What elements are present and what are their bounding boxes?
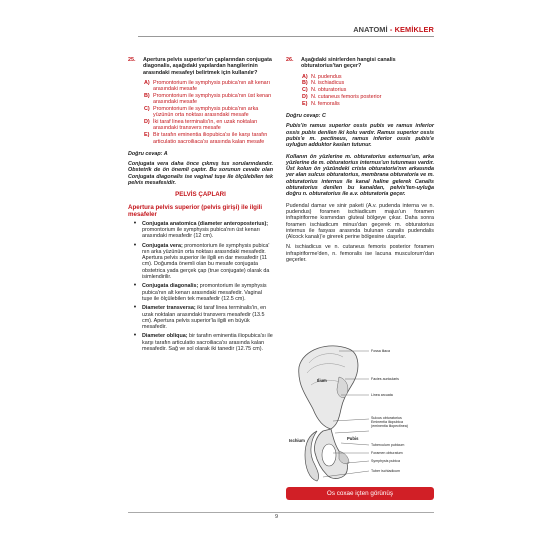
option-letter: B)	[302, 80, 308, 87]
body-paragraph: N. ischiadicus ve n. cutaneus femoris posterior foramen infrapiriforme'den, n. femoralis ise lacuna musculorum'dan geçerler.	[286, 244, 434, 264]
answer-26: Doğru cevap: C	[286, 113, 326, 120]
question-26	[286, 57, 434, 70]
label-tuberculum-pubicum: Tuberculum pubicum	[371, 443, 405, 447]
question-text: Aşağıdaki sinirlerden hangisi canalis obturatorius'tan geçer?	[301, 57, 396, 70]
label-pubis: Pubis	[347, 436, 359, 441]
option-text: Promontorium ile symphysis pubica'nın üst kenarı arasındaki mesafe	[153, 92, 272, 106]
option-text: N. pudendus	[311, 73, 342, 80]
section-title: PELVİS ÇAPLARI	[175, 191, 226, 199]
header-separator: -	[387, 25, 395, 34]
bullet-item	[128, 333, 273, 352]
bullet-text: promontorium ile symphysis pubica'nın üst kenarı arasındaki mesafedir (12 cm).	[142, 226, 260, 240]
page-number: 9	[275, 514, 279, 520]
bullet-dot: •	[133, 282, 137, 290]
header-topic: KEMİKLER	[394, 25, 434, 34]
bullet-term: Diameter transversa;	[142, 305, 196, 312]
header-title	[353, 25, 434, 34]
question-25-options	[144, 80, 273, 145]
bullet-dot: •	[133, 304, 137, 312]
option-letter: D)	[302, 93, 308, 100]
option-text: N. ischiadicus	[311, 80, 345, 87]
bullet-term: Diameter obliqua;	[142, 333, 188, 340]
page-header	[138, 26, 434, 36]
explanation-paragraph: Kollanın ön yüzlerine m. obturatorius externus'un, arka yüzlerine de m. obturatorius internus'un tutunması vardır. Üst kolun ön yüzündeki crista obturatoria'nın arkasında yer alan sulcus obturatorius, membrana obturatoria ve m. obturatorius internus ile kanal haline gelerek Canalis obturatorius denilen bu kanaldan, pelvis'ten-uyluğa doğru n. obturatorius ile a.v. obturatoria geçer.	[286, 153, 434, 198]
footer-rule	[128, 512, 434, 513]
bullet-term: Conjugata vera;	[142, 242, 183, 249]
option-letter: A)	[144, 79, 150, 86]
question-25	[128, 57, 273, 76]
label-ischium: Ischium	[289, 438, 305, 443]
option-b	[144, 93, 273, 106]
option-letter: C)	[144, 106, 150, 113]
label-tuber-ischiadicum: Tuber ischiadicum	[371, 469, 401, 473]
option-text: İki taraf linea terminalis'in, en uzak noktaları arasındaki transvers mesafe	[153, 119, 258, 132]
bullet-dot: •	[133, 241, 137, 249]
option-letter: E)	[144, 132, 150, 139]
option-e	[302, 101, 434, 107]
bullet-text: bir tarafın eminentia iliopubica'sı ile karşı tarafın articulatio sacroiliaca'sı arasında kalan mesafedir. Sağ ve sol olarak iki tanedir (12.75 cm).	[142, 333, 273, 352]
bullet-text: iki taraf linea terminalis'in, en uzak noktaları arasındaki transvers mesafedir (13.5 cm). Apertura pelvis superior'la ilgili en büyük mesafedir.	[142, 305, 267, 331]
option-text: N. femoralis	[311, 100, 340, 107]
option-letter: A)	[302, 73, 308, 80]
bullet-text: promontorium ile symphysis pubica'nın alt kenarı arasındaki mesafedir. Vaginal tuşe ile ölçülebilen tek mesafedir (12.5 cm).	[142, 283, 267, 302]
label-eminentia-iliopectinea: (eminentia iliopectinea)	[371, 424, 408, 428]
bullet-term: Conjugata anatomica (diameter anteroposterius);	[142, 220, 269, 227]
option-d	[144, 119, 273, 132]
label-linea-arcuata: Linea arcuata	[371, 393, 393, 397]
body-paragraph: Pudendal damar ve sinir paketi (A.v. pudenda interna ve n. pudendus) foramen ischiadicum majus'un foramen infrapiriforme kısmından gluteal bölgeye çıkar. Daha sonra foramen ischiadicum minus'dan geçerek m. obturatorius internus ile fasyası arasında bulunan canalis pudendalis (Alcock kanalı)'e girerek perine bölgesine ulaşırlar.	[286, 202, 434, 241]
option-text: N. obturatorius	[311, 87, 347, 94]
option-b	[302, 80, 434, 86]
bullet-text: promontorium ile symphysis pubica' nın arka yüzünün orta noktası arasındaki mesafedir. Apertura pelvis superior ile ilgili en dar mesafedir (11 cm). Doğumda önemli olan bu mesafe conjugata obstetrica yada gerçek çap (true conjugate) olarak da isimlendirilir.	[142, 242, 270, 281]
bullet-item	[128, 283, 273, 302]
option-c	[144, 106, 273, 119]
label-facies-auricularis: Facies auricularis	[371, 377, 399, 381]
label-symphysis-pubica: Symphysis pubica	[371, 459, 400, 463]
header-rule	[138, 36, 434, 37]
figure-caption: Os coxae içten görünüş	[286, 487, 434, 500]
answer-25: Doğru cevap: A	[128, 150, 168, 157]
option-d	[302, 94, 434, 100]
explanation-note: Conjugata vera daha önce çıkmış tus sorularındandır. Obstetrik de ön önemli çaptır. Bu sorunun cevabı olan Conjugata diagonalis ise vaginal tuşe ile ölçülebilen tek pelvis mesafesidir.	[128, 161, 273, 187]
option-a	[302, 74, 434, 80]
bullet-item	[128, 221, 273, 240]
option-letter: D)	[144, 119, 150, 126]
right-column	[286, 57, 434, 267]
os-coxae-figure	[287, 339, 432, 485]
option-e	[144, 132, 273, 145]
question-text: Apertura pelvis superior'un çaplarından conjugata diagonalis, aşağıdaki yapılardan hangilerinin arasındaki mesafeyi belirtmek için kullanılır?	[143, 57, 272, 76]
bone-illustration	[287, 339, 432, 485]
option-text: Bir tarafın eminentia iliopubica'sı ile karşı tarafın articulatio sacroiliaca'sı arasında kalan mesafe	[153, 132, 268, 145]
option-text: Promontorium ile symphysis pubica'nın alt kenarı arasındaki mesafe	[153, 79, 270, 93]
left-column	[128, 57, 273, 355]
question-26-options	[302, 74, 434, 107]
explanation-paragraph: Pubis'in ramus superior ossis pubis ve ramus inferior ossis pubis denilen iki kolu vardır. Ramus superior ossis pubis'e m. pectineus, ramus inferior ossis pubis'e uyluğun adduktor kasları tutunur.	[286, 123, 434, 149]
bullet-item	[128, 305, 273, 330]
option-letter: E)	[302, 100, 308, 107]
bullet-dot: •	[133, 332, 137, 340]
header-subject: ANATOMİ	[353, 25, 388, 34]
label-ilium: Ilium	[317, 378, 327, 383]
label-eminentia-iliopubica: Eminentia iliopubica	[371, 420, 403, 424]
option-c	[302, 87, 434, 93]
option-text: N. cutaneus femoris posterior	[311, 93, 382, 100]
option-a	[144, 80, 273, 93]
question-number: 25.	[128, 57, 136, 63]
bullet-item	[128, 243, 273, 281]
bullet-dot: •	[133, 219, 137, 227]
section-subtitle: Apertura pelvis superior (pelvis girişi) ile ilgili mesafeler	[128, 203, 263, 218]
option-letter: C)	[302, 87, 308, 94]
label-foramen-obturatum: Foramen obturatum	[371, 451, 403, 455]
label-fossa-iliaca: Fossa iliaca	[371, 349, 390, 353]
question-number: 26.	[286, 57, 294, 63]
option-text: Promontorium ile symphysis pubica'nın arka yüzünün orta noktası arasındaki mesafe	[153, 106, 259, 119]
option-letter: B)	[144, 92, 150, 99]
bullet-term: Conjugata diagonalis;	[142, 283, 199, 290]
label-sulcus-obturatorius: Sulcus obturatorius	[371, 416, 402, 420]
